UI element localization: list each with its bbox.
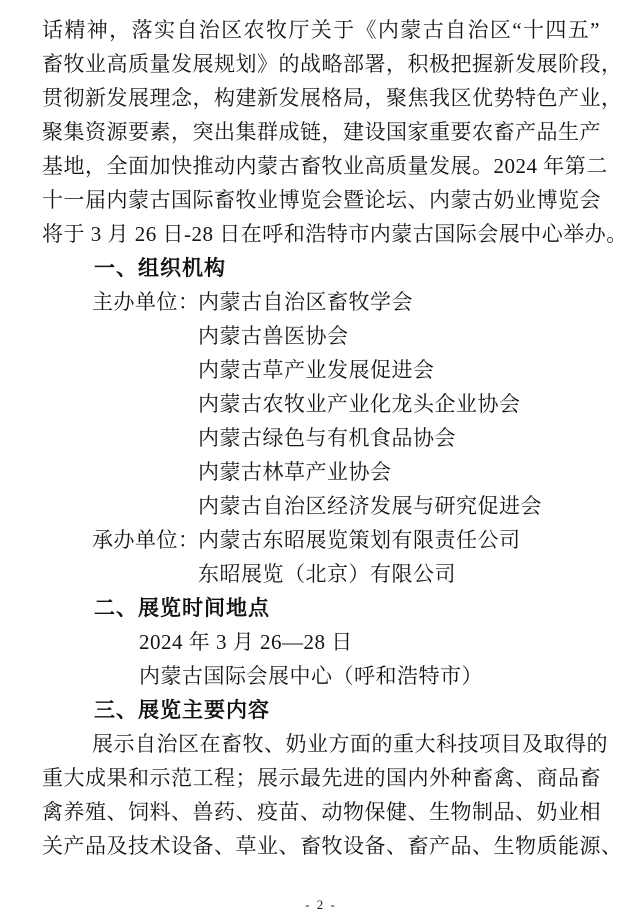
section-heading-main-content: 三、展览主要内容 [94,698,270,722]
host-unit: 内蒙古兽医协会 [198,324,349,348]
host-unit: 内蒙古农牧业产业化龙头企业协会 [198,392,521,416]
paragraph-line: 重大成果和示范工程；展示最先进的国内外种畜禽、商品畜 [42,766,601,790]
page-number: - 2 - [305,897,337,912]
paragraph-line: 将于 3 月 26 日-28 日在呼和浩特市内蒙古国际会展中心举办。 [42,222,628,246]
organizer-units-label: 承办单位： [92,528,200,552]
paragraph-line: 畜牧业高质量发展规划》的战略部署，积极把握新发展阶段， [42,52,623,76]
host-units-label: 主办单位： [92,290,200,314]
organizer-unit: 东昭展览（北京）有限公司 [198,562,456,586]
paragraph-line: 关产品及技术设备、草业、畜牧设备、畜产品、生物质能源、 [42,834,623,858]
host-unit: 内蒙古自治区畜牧学会 [198,290,413,314]
host-unit: 内蒙古绿色与有机食品协会 [198,426,456,450]
exhibition-venue: 内蒙古国际会展中心（呼和浩特市） [139,664,483,688]
organizer-unit: 内蒙古东昭展览策划有限责任公司 [198,528,521,552]
host-units-row [42,285,600,319]
section-heading-time-place: 二、展览时间地点 [94,596,270,620]
paragraph-line: 十一届内蒙古国际畜牧业博览会暨论坛、内蒙古奶业博览会 [42,188,601,212]
host-unit: 内蒙古草产业发展促进会 [198,358,435,382]
paragraph-line: 禽养殖、饲料、兽药、疫苗、动物保健、生物制品、奶业相 [42,800,601,824]
paragraph-line: 话精神，落实自治区农牧厅关于《内蒙古自治区“十四五” [42,18,600,42]
paragraph-line: 聚集资源要素，突出集群成链，建设国家重要农畜产品生产 [42,120,601,144]
section-heading-organization: 一、组织机构 [94,256,226,280]
host-unit: 内蒙古自治区经济发展与研究促进会 [198,494,542,518]
paragraph-line: 基地，全面加快推动内蒙古畜牧业高质量发展。2024 年第二 [42,154,608,178]
exhibition-date: 2024 年 3 月 26—28 日 [139,630,353,654]
host-unit: 内蒙古林草产业协会 [198,460,392,484]
organizer-units-row [42,523,600,557]
document-body [42,13,628,863]
paragraph-line: 展示自治区在畜牧、奶业方面的重大科技项目及取得的 [92,732,608,756]
paragraph-line: 贯彻新发展理念，构建新发展格局，聚焦我区优势特色产业， [42,86,623,110]
